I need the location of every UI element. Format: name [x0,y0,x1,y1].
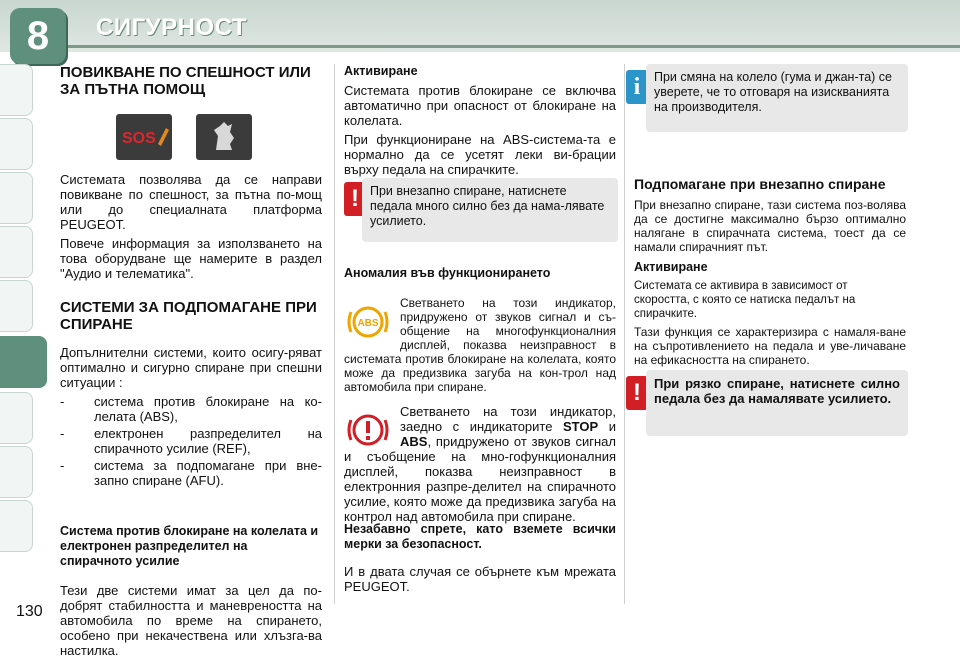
brake-warning-part-b: , придружено от звуков сигнал и съобщение на мно-гофункционалния дисплей, показва неизправност в електронния разпре-делител на спирачното усилие, която може да предизвика загуба на контрол над автомобила при спиране. [344,434,616,524]
and-label: и [608,419,616,434]
emergency-text [60,172,322,281]
note-sudden-braking [362,178,618,242]
list-item [60,458,322,488]
brake-assist-text [60,345,322,488]
section-title-afu: Подпомагане при внезапно спиране [634,176,886,192]
page-number: 130 [16,603,43,620]
systems-list [60,394,322,488]
alert-icon: ! [626,376,648,410]
bullet-dash: - [60,458,65,473]
stop-label: STOP [563,419,599,434]
abs-label: ABS [400,434,428,449]
chapter-title: СИГУРНОСТ [96,14,248,41]
note-wheel-change [646,64,908,132]
header-rule [60,45,960,48]
info-icon: i [626,70,648,104]
nav-tab-5[interactable] [0,280,33,332]
paragraph: Повече информация за използването на това оборудване ще намерите в раздел "Аудио и телематика". [60,236,322,281]
list-item-text: система за подпомагане при вне-запно спиране (AFU). [94,458,322,488]
paragraph: При внезапно спиране, тази система поз-волява да се достигне максимално бързо оптимално налягане в спирачната система, тоест да се намали спирачният път. [634,198,906,254]
alert-icon: ! [344,182,366,216]
column-1 [60,64,322,662]
column-divider-2 [624,64,625,604]
abs-ref-text [60,583,322,658]
paragraph: Системата се активира в зависимост от скоростта, с която се натиска педалът на спирачките. [634,280,856,320]
sos-button-icon [116,114,172,160]
bullet-dash: - [60,394,65,409]
list-item [60,394,322,424]
peugeot-lion-button-icon [196,114,252,160]
afu-function-text [634,325,906,367]
paragraph: Тази функция се характеризира с намаля-ване на съпротивлението на педала и уве-личаване на ефикасността на спирането. [634,325,906,367]
nav-tab-2[interactable] [0,118,33,170]
nav-tab-7[interactable] [0,392,33,444]
bullet-dash: - [60,426,65,441]
activation-title: Активиране [344,64,418,78]
note-text: При рязко спиране, натиснете силно педала без да намалявате усилието. [654,376,900,406]
afu-text [634,198,906,254]
brake-warning-text [344,404,616,524]
activation-text [344,83,616,177]
abs-warning-text [344,296,616,394]
paragraph: Тези две системи имат за цел да по-добрят стабилността и маневреността на автомобила по време на спирането, особено при некачествена или хлъзга-ва настилка. [60,583,322,658]
column-2 [344,64,616,181]
afu-activation-title: Активиране [634,260,708,274]
paragraph: При функциониране на ABS-система-та е нормално да се усетят леки ви-брации върху педала на спирачките. [344,132,616,177]
list-item-text: електронен разпределител на спирачното усилие (REF), [94,426,322,456]
malfunction-title: Аномалия във функционирането [344,266,551,280]
section-title-emergency-call: ПОВИКВАНЕ ПО СПЕШНОСТ ИЛИ ЗА ПЪТНА ПОМОЩ [60,64,311,98]
column-3 [634,176,906,371]
svg-text:SOS: SOS [122,130,156,147]
svg-text:ABS: ABS [357,318,379,329]
section-title-brake-assist: СИСТЕМИ ЗА ПОДПОМАГАНЕ ПРИ СПИРАНЕ [60,299,317,333]
nav-tab-3[interactable] [0,172,33,224]
nav-tab-6-active[interactable] [0,336,47,388]
nav-tab-9[interactable] [0,500,33,552]
column-divider-1 [334,64,335,604]
stop-immediately: Незабавно спрете, като вземете всички мерки за безопасност. [344,522,616,551]
paragraph: Допълнителни системи, които осигу-ряват оптимално и сигурно спиране при спешни ситуации : [60,345,322,390]
list-item [60,426,322,456]
abs-warning-description: Светването на този индикатор, придружено от звуков сигнал и съ-общение на многофункционалния дисплей, показва неизправност в системата против блокиране на колелата, която може да предизвика загуба на кон-трол над автомобила при спиране. [344,296,616,394]
note-text: При смяна на колело (гума и джан-та) се уверете, че то отговаря на изискванията на производителя. [654,70,892,114]
nav-tab-8[interactable] [0,446,33,498]
brake-warning-part-a: Светването на този индикатор, заедно с индикаторите [400,404,616,434]
note-text: При внезапно спиране, натиснете педала много силно без да нама-лявате усилието. [370,184,605,228]
note-hard-braking [646,370,908,436]
paragraph: Системата против блокиране се включва автоматично при опасност от блокиране на колелата. [344,83,616,128]
list-item-text: система против блокиране на ко-лелата (ABS), [94,394,322,424]
paragraph: Системата позволява да се направи повикване по спешност, за пътна по-мощ или до специалната платформа PEUGEOT. [60,172,322,232]
nav-tab-4[interactable] [0,226,33,278]
afu-activation-text [634,279,906,321]
chapter-number: 8 [26,14,50,58]
nav-tab-1[interactable] [0,64,33,116]
subsection-title-abs-ref: Система против блокиране на колелата и електронен разпределител на спирачното усилие [60,524,319,568]
contact-network: И в двата случая се обърнете към мрежата PEUGEOT. [344,564,616,594]
